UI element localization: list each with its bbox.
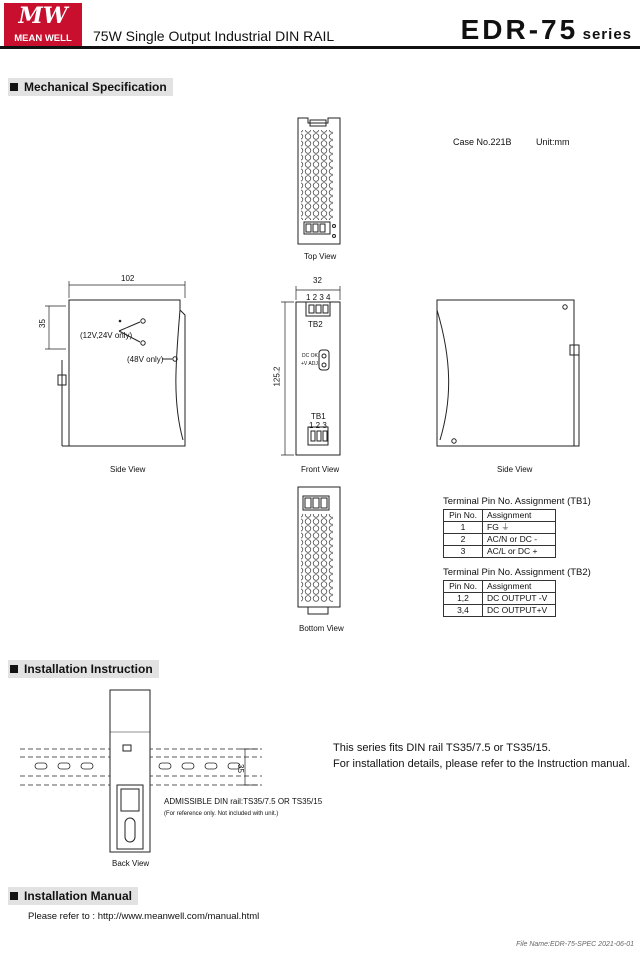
table-cell: AC/L or DC + xyxy=(483,546,556,558)
admissible-rail: ADMISSIBLE DIN rail:TS35/7.5 OR TS35/15 xyxy=(164,797,323,806)
tb2-caption: Terminal Pin No. Assignment (TB2) xyxy=(443,567,591,578)
note-12-24v: (12V,24V only) xyxy=(80,331,133,340)
table-row xyxy=(444,546,556,558)
reference-note: (For reference only. Not included with unit.) xyxy=(164,811,279,817)
table-cell: AC/N or DC - xyxy=(483,534,556,546)
dc-ok-label: DC OK xyxy=(302,353,318,359)
series-word: series xyxy=(582,26,632,43)
table-cell: 3 xyxy=(444,546,483,558)
table-cell: 1,2 xyxy=(444,593,483,605)
side-view-left-drawing xyxy=(45,281,185,446)
table-row xyxy=(444,510,556,522)
side-view-left-label: Side View xyxy=(110,465,146,474)
dim-35-rail: 35 xyxy=(235,764,245,773)
case-number: Case No.221B xyxy=(453,137,512,147)
table-row xyxy=(444,581,556,593)
dim-32: 32 xyxy=(313,276,322,285)
section-manual xyxy=(8,887,138,905)
tb1-header-pin: Pin No. xyxy=(444,510,483,522)
top-view-drawing xyxy=(298,118,340,244)
section-installation xyxy=(8,660,159,678)
dim-35-side: 35 xyxy=(37,319,47,328)
tb1-caption: Terminal Pin No. Assignment (TB1) xyxy=(443,496,591,507)
section-manual-label: Installation Manual xyxy=(24,889,133,903)
bottom-view-drawing xyxy=(298,487,340,614)
tb1-pins: 1 2 3 xyxy=(309,421,327,430)
install-line-2: For installation details, please refer to the Instruction manual. xyxy=(333,758,631,770)
manual-link[interactable]: Please refer to : http://www.meanwell.com/manual.html xyxy=(28,911,260,922)
dim-102: 102 xyxy=(121,274,135,283)
table-cell: 3,4 xyxy=(444,605,483,617)
model-name: EDR-75 xyxy=(460,14,579,45)
v-adj-label: +V ADJ. xyxy=(301,361,320,367)
table-cell: 2 xyxy=(444,534,483,546)
tb1-table xyxy=(443,509,556,558)
logo-name: MEAN WELL xyxy=(6,33,80,44)
tb1-label: TB1 xyxy=(311,412,326,421)
table-cell: 1 xyxy=(444,522,483,534)
page-title: 75W Single Output Industrial DIN RAIL xyxy=(93,28,335,44)
front-view-label: Front View xyxy=(301,465,340,474)
footer-file-name: File Name:EDR-75-SPEC 2021-06-01 xyxy=(516,941,634,948)
table-row xyxy=(444,605,556,617)
tb2-header-assign: Assignment xyxy=(483,581,556,593)
table-row xyxy=(444,534,556,546)
tb1-header-assign: Assignment xyxy=(483,510,556,522)
back-view-drawing xyxy=(110,690,150,852)
table-cell: DC OUTPUT+V xyxy=(483,605,556,617)
back-view-label: Back View xyxy=(112,859,150,868)
note-48v: (48V only) xyxy=(127,355,164,364)
install-line-1: This series fits DIN rail TS35/7.5 or TS35/15. xyxy=(333,742,551,754)
table-row xyxy=(444,593,556,605)
tb2-label: TB2 xyxy=(308,320,323,329)
section-installation-label: Installation Instruction xyxy=(24,662,153,676)
tb2-pins: 1 2 3 4 xyxy=(306,293,331,302)
tb2-header-pin: Pin No. xyxy=(444,581,483,593)
table-cell: FG ⏚ xyxy=(483,522,556,534)
bottom-view-label: Bottom View xyxy=(299,624,344,633)
tb2-table xyxy=(443,580,556,617)
table-row xyxy=(444,522,556,534)
top-view-label: Top View xyxy=(304,252,337,261)
side-view-right-drawing xyxy=(437,300,579,446)
table-cell: DC OUTPUT -V xyxy=(483,593,556,605)
unit-label: Unit:mm xyxy=(536,137,570,147)
side-view-right-label: Side View xyxy=(497,465,533,474)
logo-mark: MW xyxy=(18,3,68,29)
dim-125: 125.2 xyxy=(272,366,282,387)
section-mechanical-label: Mechanical Specification xyxy=(24,80,167,94)
